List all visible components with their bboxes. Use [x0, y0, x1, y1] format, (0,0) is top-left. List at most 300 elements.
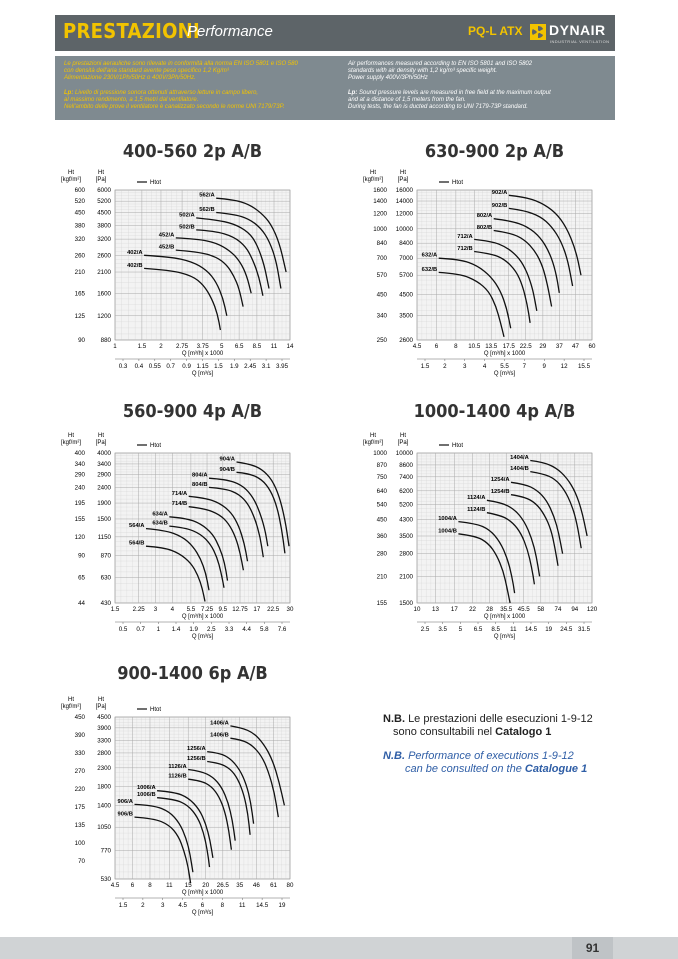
y-tick-label-pa: 7000: [399, 255, 413, 263]
curve-label: 802/A: [476, 213, 493, 220]
curve-label: 562/B: [199, 206, 215, 213]
x-tick-label: 4.5: [412, 343, 422, 350]
y-tick-label-kgf: 750: [376, 473, 387, 481]
y-axis-label-pa-unit: [Pa]: [95, 177, 107, 183]
performance-chart: [60, 660, 295, 931]
x-tick-label: 13: [432, 606, 439, 613]
note-en-line: Lp: Sound pressure levels are measured in free field at the maximum output: [348, 89, 551, 96]
curve-label: 564/A: [129, 523, 145, 530]
y-axis-label-pa: Ht: [98, 170, 104, 176]
nb-it-line-1: Le prestazioni delle esecuzioni 1-9-12: [408, 713, 593, 725]
legend-label: Htot: [150, 443, 162, 449]
x2-tick-label: 1.5: [214, 363, 223, 370]
y-tick-label-kgf: 450: [74, 714, 85, 721]
y-tick-label-kgf: 90: [78, 337, 85, 344]
y-tick-label-pa: 880: [100, 337, 111, 344]
x-tick-label: 35.5: [500, 606, 513, 613]
curve-label: 1126/A: [168, 763, 187, 770]
x2-tick-label: 19: [545, 626, 553, 633]
curve-label: 902/B: [491, 202, 508, 209]
y-tick-label-pa: 530: [100, 876, 111, 883]
note-it-line: Nell'ambito delle prove il ventilatore è canalizzato secondo le norme UNI 7179/73P.: [64, 104, 285, 111]
x-tick-label: 1.5: [137, 343, 147, 350]
x-tick-label: 3.75: [196, 343, 209, 350]
y-tick-label-pa: 5200: [97, 198, 111, 206]
x-tick-label: 17: [450, 606, 458, 613]
y-tick-label-kgf: 340: [74, 460, 85, 468]
y-tick-label-pa: 1500: [399, 600, 413, 607]
y-tick-label-pa: 3400: [97, 460, 111, 468]
page-subtitle: Performance: [187, 23, 273, 40]
x2-tick-label: 31.5: [577, 626, 591, 633]
x-tick-label: 11: [270, 343, 278, 350]
curve-label: 502/A: [179, 212, 195, 219]
page-number: 91: [585, 941, 600, 955]
legend-label: Htot: [452, 443, 464, 449]
x-tick-label: 6: [434, 343, 439, 350]
x-tick-label: 5.5: [186, 606, 196, 613]
x-tick-label: 120: [586, 606, 598, 613]
y-axis-label-kgf-unit: [kgf/m²]: [60, 177, 82, 183]
y-axis-label-kgf: Ht: [68, 170, 74, 176]
y-tick-label-pa: 3200: [97, 236, 111, 244]
y-axis-label-pa-unit: [Pa]: [397, 177, 409, 183]
y-axis-label-pa: Ht: [98, 433, 104, 439]
notes-italian: [64, 61, 334, 111]
y-tick-label-kgf: 1000: [373, 225, 387, 233]
curve-label: 714/A: [171, 490, 188, 497]
x2-tick-label: 1.15: [196, 363, 209, 370]
y-tick-label-kgf: 330: [74, 750, 85, 757]
y-tick-label-pa: 1400: [97, 802, 111, 810]
legend-label: Htot: [150, 707, 162, 713]
x-tick-label: 14: [286, 343, 294, 350]
curve-label: 634/B: [152, 520, 168, 527]
y-tick-label-kgf: 165: [74, 290, 85, 298]
x-tick-label: 3: [153, 606, 158, 613]
x-tick-label: 4.5: [110, 882, 120, 889]
note-it-line: Le prestazioni aerauliche sono rilevate in conformità alla norma EN ISO 5801 e ISO 580: [64, 61, 298, 67]
curve-label: 1404/A: [510, 454, 529, 461]
curve-label: 1004/B: [438, 528, 457, 535]
x-tick-label: 10.5: [468, 343, 481, 350]
x-tick-label: 2.25: [132, 606, 145, 613]
x2-tick-label: 9: [542, 363, 546, 370]
y-tick-label-kgf: 1200: [373, 210, 387, 218]
curve-label: 1256/B: [187, 756, 206, 763]
x2-tick-label: 0.3: [118, 363, 128, 370]
x2-tick-label: 1.9: [229, 363, 239, 370]
nb-italian: [383, 713, 623, 738]
y-tick-label-pa: 3800: [97, 222, 111, 230]
note-en-line: standards with air density with 1,2 kg/m³ specific weight.: [348, 68, 498, 75]
y-tick-label-pa: 2100: [399, 573, 413, 581]
x-tick-label: 22.5: [519, 343, 532, 350]
y-tick-label-pa: 430: [100, 600, 111, 607]
curve-label: 714/B: [171, 501, 188, 508]
y-tick-label-kgf: 220: [74, 786, 85, 793]
x2-tick-label: 3.3: [224, 626, 234, 633]
y-tick-label-pa: 2800: [97, 749, 111, 757]
note-it-line: al massimo rendimento, a 1,5 metri dal ventilatore.: [64, 97, 199, 104]
y-tick-label-kgf: 250: [376, 337, 387, 344]
y-axis-label-kgf: Ht: [68, 433, 74, 439]
chart-title: 1000-1400 4p A/B: [413, 401, 576, 422]
nb-prefix-it: N.B.: [383, 713, 405, 725]
curve-label: 1004/A: [438, 516, 457, 523]
y-tick-label-pa: 770: [100, 847, 111, 855]
y-tick-label-kgf: 210: [376, 573, 387, 581]
note-en-line: and at a distance of 1,5 meters from the fan.: [348, 97, 466, 104]
notes-english: [348, 61, 608, 111]
y-tick-label-kgf: 400: [74, 450, 85, 457]
y-tick-label-kgf: 260: [74, 252, 85, 260]
x2-tick-label: 11: [510, 626, 517, 633]
y-tick-label-pa: 5200: [399, 501, 413, 509]
x2-tick-label: 7.6: [277, 626, 287, 633]
y-tick-label-pa: 630: [100, 574, 111, 582]
y-tick-label-pa: 6000: [97, 187, 111, 194]
x-tick-label: 12.75: [232, 606, 248, 613]
y-tick-label-pa: 2900: [97, 471, 111, 479]
y-tick-label-kgf: 520: [74, 198, 85, 206]
x2-tick-label: 0.55: [148, 363, 161, 370]
legend-label: Htot: [452, 180, 464, 186]
y-tick-label-kgf: 120: [74, 533, 85, 541]
y-tick-label-pa: 3500: [399, 312, 413, 320]
y-axis-label-pa: Ht: [400, 433, 406, 439]
x2-tick-label: 8: [220, 902, 225, 909]
y-axis-label-pa-unit: [Pa]: [397, 440, 409, 446]
x-tick-label: 37: [555, 343, 563, 350]
x-axis-label: Q [m³/h] x 1000: [181, 614, 224, 620]
y-tick-label-pa: 1900: [97, 500, 111, 508]
curve-label: 904/A: [219, 456, 235, 463]
nb-en-line-1: Performance of executions 1-9-12: [408, 750, 574, 762]
y-tick-label-kgf: 380: [74, 222, 85, 230]
x-tick-label: 7.25: [201, 606, 214, 613]
y-tick-label-kgf: 540: [376, 501, 387, 509]
x-tick-label: 17: [253, 606, 261, 613]
y-tick-label-pa: 3500: [399, 533, 413, 541]
performance-chart: [60, 138, 295, 392]
curve-label: 904/B: [219, 466, 235, 473]
curve-label: 1406/A: [210, 720, 229, 727]
performance-chart: [362, 398, 597, 655]
curve-label: 1126/B: [168, 773, 187, 780]
curve-label: 1256/A: [187, 746, 206, 753]
x2-tick-label: 5: [458, 626, 463, 633]
y-tick-label-pa: 2600: [399, 337, 413, 344]
y-axis-label-pa: Ht: [400, 170, 406, 176]
x2-tick-label: 3.5: [438, 626, 447, 633]
curve-label: 452/A: [158, 232, 175, 239]
y-axis-label-pa-unit: [Pa]: [95, 440, 107, 446]
x2-tick-label: 3.95: [275, 363, 289, 370]
y-tick-label-kgf: 155: [74, 515, 85, 523]
x2-tick-label: 2.5: [420, 626, 430, 633]
y-tick-label-pa: 4000: [97, 450, 111, 457]
y-tick-label-pa: 870: [100, 552, 111, 560]
x2-tick-label: 24.5: [560, 626, 573, 633]
x-tick-label: 15: [184, 882, 192, 889]
x2-tick-label: 6.5: [473, 626, 483, 633]
x-tick-label: 58: [537, 606, 545, 613]
x2-tick-label: 4.5: [178, 902, 187, 909]
brand-tagline: INDUSTRIAL VENTILATION: [550, 39, 610, 44]
y-axis-label-kgf-unit: [kgf/m²]: [362, 177, 384, 183]
y-tick-label-pa: 8400: [399, 240, 413, 248]
x-tick-label: 6.5: [234, 343, 244, 350]
y-axis-label-kgf-unit: [kgf/m²]: [60, 440, 82, 446]
y-tick-label-kgf: 360: [376, 533, 387, 541]
x-tick-label: 8: [454, 343, 458, 350]
model-label: PQ-L ATX: [468, 24, 523, 38]
y-tick-label-kgf: 340: [376, 312, 387, 320]
y-tick-label-kgf: 450: [376, 516, 387, 524]
curve-label: 802/B: [476, 224, 493, 231]
y-tick-label-kgf: 600: [74, 187, 85, 194]
x2-tick-label: 11: [239, 902, 246, 909]
x-tick-label: 46: [252, 882, 260, 889]
y-tick-label-kgf: 195: [74, 500, 85, 508]
y-tick-label-pa: 2600: [97, 252, 111, 260]
y-tick-label-pa: 2300: [97, 764, 111, 772]
y-tick-label-pa: 5700: [399, 272, 413, 280]
x-tick-label: 45.5: [517, 606, 530, 613]
y-tick-label-pa: 10000: [395, 450, 413, 457]
x2-tick-label: 2: [141, 902, 145, 909]
curve-label: 632/B: [421, 266, 438, 273]
nb-notes: [383, 713, 623, 775]
curve-label: 1254/A: [490, 476, 510, 483]
note-it-line: [64, 83, 334, 90]
y-tick-label-kgf: 100: [74, 840, 85, 847]
y-tick-label-pa: 4500: [97, 209, 111, 217]
performance-chart: [60, 398, 295, 655]
note-en-line: Power supply 400V/3Ph/50Hz: [348, 75, 428, 82]
x2-tick-label: 15.5: [577, 363, 591, 370]
x2-tick-label: 2.45: [244, 363, 257, 370]
y-tick-label-kgf: 135: [74, 822, 85, 829]
x-tick-label: 17.5: [502, 343, 515, 350]
y-axis-label-kgf-unit: [kgf/m²]: [362, 440, 384, 446]
brand-name: DYNAIR: [549, 22, 606, 38]
y-tick-label-pa: 16000: [395, 187, 413, 194]
x-tick-label: 5: [219, 343, 224, 350]
x2-tick-label: 1.4: [171, 626, 181, 633]
y-tick-label-pa: 8600: [399, 461, 413, 469]
y-axis-label-kgf: Ht: [370, 433, 376, 439]
x2-tick-label: 0.4: [134, 363, 144, 370]
y-tick-label-kgf: 240: [74, 484, 85, 492]
x-axis-label: Q [m³/h] x 1000: [181, 351, 224, 357]
nb-it-line-2: sono consultabili nel: [393, 725, 493, 738]
y-tick-label-kgf: 570: [376, 272, 387, 280]
y-tick-label-kgf: 1000: [373, 450, 387, 457]
x2-tick-label: 6: [200, 902, 205, 909]
x-tick-label: 8: [148, 882, 152, 889]
y-tick-label-kgf: 450: [376, 291, 387, 299]
nb-en-line-2: can be consulted on the: [405, 762, 522, 775]
x-tick-label: 2: [159, 343, 163, 350]
x2-tick-label: 0.9: [182, 363, 191, 370]
curve-label: 634/A: [152, 511, 168, 518]
y-tick-label-kgf: 175: [74, 804, 85, 811]
x-tick-label: 26.5: [216, 882, 229, 889]
curve-label: 402/B: [127, 262, 143, 269]
chart-title: 400-560 2p A/B: [122, 141, 263, 162]
x2-tick-label: 1: [156, 626, 161, 633]
x-tick-label: 4: [170, 606, 175, 613]
y-tick-label-pa: 4500: [97, 714, 111, 721]
x-tick-label: 10: [413, 606, 421, 613]
y-tick-label-pa: 4300: [399, 516, 413, 524]
legend-label: Htot: [150, 180, 162, 186]
x-tick-label: 30: [286, 606, 294, 613]
y-tick-label-kgf: 210: [74, 269, 85, 277]
x-tick-label: 47: [572, 343, 579, 350]
curve-label: 804/A: [192, 472, 208, 479]
y-tick-label-kgf: 840: [376, 240, 387, 248]
curve-label: 804/B: [192, 481, 208, 488]
x-tick-label: 35: [236, 882, 244, 889]
x2-tick-label: 0.7: [136, 626, 145, 633]
note-en-line: Air performances measured according to EN ISO 5801 and ISO 5802: [348, 61, 533, 67]
x2-axis-label: Q [m³/s]: [191, 910, 214, 916]
y-tick-label-pa: 1200: [97, 312, 111, 320]
y-axis-label-pa: Ht: [98, 697, 104, 703]
curve-label: 562/A: [199, 192, 215, 199]
curve-label: 1254/B: [490, 489, 510, 496]
y-tick-label-pa: 1800: [97, 783, 111, 791]
x2-tick-label: 14.5: [256, 902, 269, 909]
x2-axis-label: Q [m³/s]: [191, 371, 214, 377]
curve-label: 712/B: [457, 245, 473, 252]
x-tick-label: 22.5: [267, 606, 280, 613]
x-tick-label: 80: [286, 882, 294, 889]
note-it-line: Alimentazione 230V/1Ph/50Hz o 400V/3Ph/50Hz.: [64, 75, 196, 82]
x-tick-label: 60: [588, 343, 596, 350]
x2-tick-label: 19: [278, 902, 286, 909]
y-tick-label-pa: 6200: [399, 487, 413, 495]
curve-label: 902/A: [491, 189, 508, 196]
y-tick-label-pa: 2400: [97, 484, 111, 492]
curve-label: 1006/B: [136, 792, 156, 799]
x2-tick-label: 12: [560, 363, 568, 370]
x-tick-label: 28: [486, 606, 493, 613]
y-tick-label-pa: 4500: [399, 291, 413, 299]
x-tick-label: 22: [469, 606, 476, 613]
x2-tick-label: 3: [463, 363, 467, 370]
x2-tick-label: 1.9: [189, 626, 198, 633]
y-axis-label-kgf: Ht: [68, 697, 74, 703]
x2-axis-label: Q [m³/s]: [493, 634, 516, 640]
curve-label: 452/B: [158, 244, 175, 251]
y-tick-label-kgf: 270: [74, 768, 85, 775]
x-tick-label: 13.5: [485, 343, 498, 350]
x-axis-label: Q [m³/h] x 1000: [181, 890, 224, 896]
y-tick-label-pa: 1600: [97, 290, 111, 298]
x2-tick-label: 1.5: [420, 363, 430, 370]
y-tick-label-pa: 7400: [399, 473, 413, 481]
chart-title: 900-1400 6p A/B: [117, 663, 268, 684]
x2-tick-label: 2.5: [207, 626, 216, 633]
curve-label: 402/A: [127, 249, 143, 256]
note-it-line: Lp: Livello di pressione sonora ottenuti attraverso letture in campo libero,: [64, 89, 259, 96]
x-axis-label: Q [m³/h] x 1000: [483, 351, 526, 357]
y-tick-label-pa: 1050: [97, 824, 111, 832]
x2-tick-label: 8.5: [491, 626, 500, 633]
y-tick-label-pa: 3300: [97, 737, 111, 745]
y-axis-label-pa-unit: [Pa]: [95, 704, 107, 710]
page-header: [0, 0, 678, 118]
x-tick-label: 6: [130, 882, 135, 889]
x2-tick-label: 0.5: [118, 626, 128, 633]
x2-axis-label: Q [m³/s]: [191, 634, 214, 640]
x-tick-label: 8.5: [252, 343, 262, 350]
nb-english: [383, 750, 623, 775]
chart-title: 560-900 4p A/B: [122, 401, 263, 422]
curve-label: 1006/A: [136, 785, 156, 792]
x2-tick-label: 3: [161, 902, 165, 909]
y-tick-label-pa: 10000: [395, 225, 413, 233]
curve-label: 1124/A: [467, 494, 486, 501]
page-title: PRESTAZIONI: [63, 19, 201, 43]
x-tick-label: 74: [554, 606, 562, 613]
curve-label: 906/A: [117, 798, 133, 805]
x2-tick-label: 0.7: [166, 363, 176, 370]
y-axis-label-kgf-unit: [kgf/m²]: [60, 704, 82, 710]
curve-label: 1124/B: [467, 507, 486, 514]
y-tick-label-kgf: 90: [78, 552, 85, 560]
y-tick-label-pa: 12000: [395, 210, 413, 218]
y-tick-label-kgf: 125: [74, 312, 85, 320]
x2-tick-label: 7: [522, 363, 527, 370]
y-tick-label-kgf: 450: [74, 209, 85, 217]
x-tick-label: 9.5: [218, 606, 228, 613]
y-tick-label-kgf: 1400: [373, 198, 387, 206]
brand-logo-icon: [530, 24, 546, 40]
nb-en-catalogue: Catalogue 1: [524, 762, 588, 775]
x2-tick-label: 4.4: [242, 626, 251, 633]
curve-label: 564/B: [129, 540, 145, 547]
curve-label: 906/B: [117, 811, 133, 818]
x-tick-label: 61: [270, 882, 277, 889]
y-tick-label-pa: 1500: [97, 515, 111, 523]
y-tick-label-kgf: 1600: [373, 187, 387, 194]
note-en-line: During tests, the fan is ducted according to UNI 7179-73P standard.: [348, 104, 528, 111]
curve-label: 502/B: [179, 224, 195, 231]
x-tick-label: 29: [539, 343, 547, 350]
y-tick-label-kgf: 44: [78, 600, 85, 607]
x-tick-label: 2.75: [176, 343, 189, 350]
y-axis-label-kgf: Ht: [370, 170, 376, 176]
curve-label: 712/A: [457, 233, 473, 240]
x2-tick-label: 4: [482, 363, 487, 370]
y-tick-label-pa: 2100: [97, 269, 111, 277]
y-tick-label-pa: 2800: [399, 550, 413, 558]
x2-tick-label: 5.5: [500, 363, 509, 370]
x2-axis-label: Q [m³/s]: [493, 371, 516, 377]
y-tick-label-kgf: 700: [376, 255, 387, 263]
y-tick-label-kgf: 65: [78, 574, 85, 582]
y-tick-label-kgf: 870: [376, 461, 387, 469]
curve-label: 632/A: [421, 252, 438, 259]
curve-label: 1406/B: [210, 732, 229, 739]
x-tick-label: 1: [113, 343, 117, 350]
curve-label: 1404/B: [510, 466, 529, 473]
